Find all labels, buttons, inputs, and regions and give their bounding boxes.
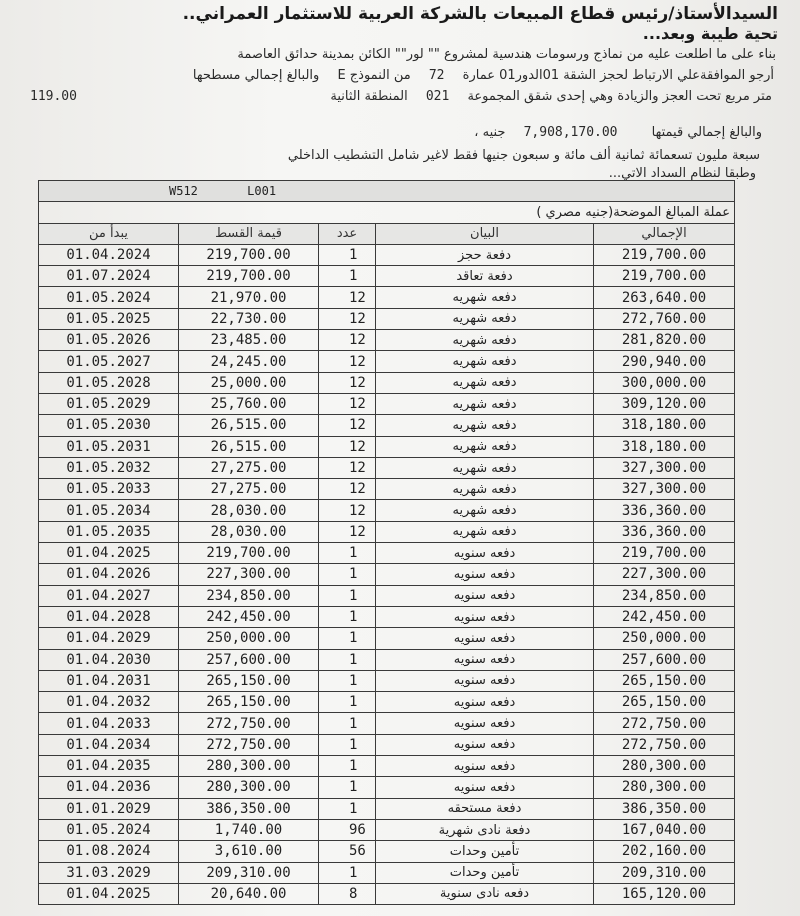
cell-total: 250,000.00 (594, 628, 735, 649)
cell-total: 265,150.00 (594, 670, 735, 691)
cell-count: 1 (319, 670, 376, 691)
cell-total: 309,120.00 (594, 393, 735, 414)
unit-code-2: L001 (247, 184, 277, 199)
col-total: الإجمالي (594, 223, 735, 244)
cell-installment: 265,150.00 (179, 692, 319, 713)
table-row (39, 564, 735, 585)
cell-total: 234,850.00 (594, 585, 735, 606)
cell-start-date: 01.04.2032 (39, 692, 179, 713)
table-row (39, 628, 735, 649)
cell-installment: 25,760.00 (179, 393, 319, 414)
cell-description: دفعه سنويه (376, 649, 594, 670)
cell-total: 336,360.00 (594, 500, 735, 521)
cell-description: دفعة مستحقه (376, 798, 594, 819)
cell-total: 272,750.00 (594, 734, 735, 755)
intro-line-2-model: من النموذج E (337, 68, 411, 83)
cell-count: 1 (319, 777, 376, 798)
table-row (39, 862, 735, 883)
table-row (39, 500, 735, 521)
table-row (39, 670, 735, 691)
table-row (39, 841, 735, 862)
cell-start-date: 31.03.2029 (39, 862, 179, 883)
cell-installment: 219,700.00 (179, 543, 319, 564)
table-row (39, 436, 735, 457)
cell-total: 202,160.00 (594, 841, 735, 862)
cell-count: 56 (319, 841, 376, 862)
cell-installment: 24,245.00 (179, 351, 319, 372)
cell-description: دفعه شهريه (376, 308, 594, 329)
cell-description: دفعه سنويه (376, 564, 594, 585)
table-row (39, 543, 735, 564)
cell-total: 209,310.00 (594, 862, 735, 883)
building-number: 72 (428, 68, 445, 83)
cell-description: دفعه سنويه (376, 628, 594, 649)
cell-total: 227,300.00 (594, 564, 735, 585)
cell-start-date: 01.05.2024 (39, 819, 179, 840)
cell-total: 242,450.00 (594, 606, 735, 627)
cell-installment: 257,600.00 (179, 649, 319, 670)
greeting-line: تحية طيبة وبعد... (642, 24, 778, 43)
cell-installment: 234,850.00 (179, 585, 319, 606)
cell-description: دفعه شهريه (376, 330, 594, 351)
cell-start-date: 01.05.2033 (39, 479, 179, 500)
table-row (39, 777, 735, 798)
cell-start-date: 01.05.2028 (39, 372, 179, 393)
cell-installment: 28,030.00 (179, 500, 319, 521)
cell-start-date: 01.05.2031 (39, 436, 179, 457)
cell-description: دفعه سنويه (376, 713, 594, 734)
cell-description: دفعه سنويه (376, 756, 594, 777)
cell-installment: 272,750.00 (179, 734, 319, 755)
cell-total: 386,350.00 (594, 798, 735, 819)
table-row (39, 734, 735, 755)
cell-installment: 250,000.00 (179, 628, 319, 649)
cell-total: 257,600.00 (594, 649, 735, 670)
cell-start-date: 01.04.2025 (39, 543, 179, 564)
table-row (39, 287, 735, 308)
cell-count: 1 (319, 649, 376, 670)
table-row (39, 415, 735, 436)
intro-line-1: بناء على ما اطلعت عليه من نماذج ورسومات هندسية لمشروع "" لور"" الكائن بمدينة حدائق العاصمة (237, 47, 776, 62)
total-value: 7,908,170.00 (523, 125, 618, 140)
table-row (39, 244, 735, 265)
cell-description: دفعه شهريه (376, 500, 594, 521)
cell-start-date: 01.05.2030 (39, 415, 179, 436)
table-row (39, 393, 735, 414)
cell-total: 327,300.00 (594, 457, 735, 478)
total-in-words: سبعة مليون تسعمائة ثمانية ألف مائة و سبعون جنيها فقط لاغير شامل التشطيب الداخلي (287, 148, 760, 163)
cell-count: 12 (319, 436, 376, 457)
table-row (39, 330, 735, 351)
cell-description: تأمين وحدات (376, 841, 594, 862)
cell-start-date: 01.04.2029 (39, 628, 179, 649)
cell-count: 12 (319, 351, 376, 372)
cell-installment: 27,275.00 (179, 457, 319, 478)
cell-installment: 386,350.00 (179, 798, 319, 819)
cell-description: دفعه شهريه (376, 457, 594, 478)
table-row (39, 351, 735, 372)
cell-total: 265,150.00 (594, 692, 735, 713)
cell-installment: 27,275.00 (179, 479, 319, 500)
area-value: 119.00 (30, 89, 77, 104)
cell-description: دفعه شهريه (376, 479, 594, 500)
table-top-bar (39, 181, 735, 202)
cell-count: 1 (319, 606, 376, 627)
col-count: عدد (319, 223, 376, 244)
cell-description: دفعة نادى شهرية (376, 819, 594, 840)
zone-label: المنطقة الثانية (330, 89, 408, 104)
table-row (39, 479, 735, 500)
cell-total: 272,760.00 (594, 308, 735, 329)
cell-total: 327,300.00 (594, 479, 735, 500)
col-description: البيان (376, 223, 594, 244)
cell-installment: 280,300.00 (179, 777, 319, 798)
table-row (39, 521, 735, 542)
cell-description: دفعه سنويه (376, 543, 594, 564)
cell-description: دفعه شهريه (376, 436, 594, 457)
cell-total: 280,300.00 (594, 756, 735, 777)
cell-total: 219,700.00 (594, 266, 735, 287)
addressee-line: السيدالأستاذ/رئيس قطاع المبيعات بالشركة العربية للاستثمار العمراني.. (182, 4, 778, 24)
cell-start-date: 01.04.2031 (39, 670, 179, 691)
cell-total: 281,820.00 (594, 330, 735, 351)
table-row (39, 606, 735, 627)
cell-total: 318,180.00 (594, 415, 735, 436)
cell-installment: 242,450.00 (179, 606, 319, 627)
cell-start-date: 01.05.2034 (39, 500, 179, 521)
cell-installment: 22,730.00 (179, 308, 319, 329)
cell-description: دفعه شهريه (376, 521, 594, 542)
cell-description: دفعه سنويه (376, 692, 594, 713)
cell-total: 263,640.00 (594, 287, 735, 308)
cell-count: 1 (319, 244, 376, 265)
table-row (39, 883, 735, 904)
intro-line-3 (330, 89, 772, 104)
table-body (39, 244, 735, 904)
cell-count: 1 (319, 543, 376, 564)
table-row (39, 266, 735, 287)
cell-start-date: 01.05.2026 (39, 330, 179, 351)
cell-installment: 21,970.00 (179, 287, 319, 308)
cell-start-date: 01.01.2029 (39, 798, 179, 819)
cell-start-date: 01.04.2034 (39, 734, 179, 755)
cell-start-date: 01.04.2035 (39, 756, 179, 777)
cell-total: 300,000.00 (594, 372, 735, 393)
payment-schedule-table (38, 180, 735, 905)
intro-line-3-text: متر مربع تحت العجز والزيادة وهي إحدى شقق المجموعة (467, 89, 772, 104)
cell-start-date: 01.07.2024 (39, 266, 179, 287)
table-row (39, 372, 735, 393)
cell-installment: 219,700.00 (179, 266, 319, 287)
col-installment: قيمة القسط (179, 223, 319, 244)
cell-count: 12 (319, 500, 376, 521)
table-row (39, 308, 735, 329)
cell-start-date: 01.05.2032 (39, 457, 179, 478)
cell-start-date: 01.04.2026 (39, 564, 179, 585)
cell-count: 12 (319, 287, 376, 308)
cell-description: دفعه شهريه (376, 393, 594, 414)
cell-total: 219,700.00 (594, 543, 735, 564)
cell-start-date: 01.08.2024 (39, 841, 179, 862)
cell-installment: 227,300.00 (179, 564, 319, 585)
cell-start-date: 01.04.2028 (39, 606, 179, 627)
table-row (39, 457, 735, 478)
cell-description: دفعه شهريه (376, 351, 594, 372)
table-row (39, 649, 735, 670)
cell-start-date: 01.05.2027 (39, 351, 179, 372)
cell-description: دفعه شهريه (376, 415, 594, 436)
unit-code-1: W512 (169, 184, 198, 199)
total-unit: جنيه ، (474, 125, 506, 140)
cell-installment: 265,150.00 (179, 670, 319, 691)
table-row (39, 585, 735, 606)
total-label: والبالغ إجمالي قيمتها (651, 125, 762, 140)
cell-total: 165,120.00 (594, 883, 735, 904)
currency-caption: عملة المبالغ الموضحة(جنيه مصري ) (39, 202, 735, 223)
cell-count: 96 (319, 819, 376, 840)
table-row (39, 798, 735, 819)
cell-count: 1 (319, 734, 376, 755)
cell-description: دفعة تعاقد (376, 266, 594, 287)
cell-installment: 28,030.00 (179, 521, 319, 542)
cell-count: 12 (319, 308, 376, 329)
cell-start-date: 01.05.2029 (39, 393, 179, 414)
cell-count: 12 (319, 372, 376, 393)
intro-line-2-unit: أرجو الموافقةعلي الارتباط لحجز الشقة 01الدور01 عمارة (462, 68, 774, 83)
cell-description: دفعه سنويه (376, 606, 594, 627)
cell-count: 12 (319, 457, 376, 478)
table-row (39, 756, 735, 777)
table-header-row (39, 223, 735, 244)
cell-description: دفعه سنويه (376, 670, 594, 691)
cell-description: دفعه نادى سنوية (376, 883, 594, 904)
cell-total: 167,040.00 (594, 819, 735, 840)
cell-start-date: 01.05.2035 (39, 521, 179, 542)
cell-description: دفعة حجز (376, 244, 594, 265)
cell-start-date: 01.04.2036 (39, 777, 179, 798)
cell-installment: 280,300.00 (179, 756, 319, 777)
cell-count: 12 (319, 479, 376, 500)
cell-count: 8 (319, 883, 376, 904)
cell-start-date: 01.04.2030 (39, 649, 179, 670)
cell-start-date: 01.04.2027 (39, 585, 179, 606)
total-value-line (474, 125, 762, 140)
cell-installment: 1,740.00 (179, 819, 319, 840)
cell-count: 1 (319, 756, 376, 777)
cell-description: تأمين وحدات (376, 862, 594, 883)
cell-installment: 26,515.00 (179, 415, 319, 436)
cell-count: 1 (319, 692, 376, 713)
intro-line-2-area-label: والبالغ إجمالي مسطحها (192, 68, 320, 83)
cell-count: 1 (319, 798, 376, 819)
group-number: 021 (425, 89, 450, 104)
cell-start-date: 01.05.2025 (39, 308, 179, 329)
cell-count: 12 (319, 521, 376, 542)
cell-installment: 219,700.00 (179, 244, 319, 265)
cell-count: 12 (319, 415, 376, 436)
cell-count: 12 (319, 393, 376, 414)
currency-caption-row (39, 202, 735, 223)
cell-count: 1 (319, 713, 376, 734)
col-start-date: يبدأ من (39, 223, 179, 244)
cell-total: 290,940.00 (594, 351, 735, 372)
cell-count: 1 (319, 628, 376, 649)
cell-installment: 209,310.00 (179, 862, 319, 883)
cell-count: 1 (319, 266, 376, 287)
cell-installment: 23,485.00 (179, 330, 319, 351)
cell-count: 1 (319, 862, 376, 883)
cell-installment: 3,610.00 (179, 841, 319, 862)
cell-count: 1 (319, 585, 376, 606)
cell-count: 12 (319, 330, 376, 351)
intro-line-2 (193, 68, 774, 83)
cell-description: دفعه سنويه (376, 777, 594, 798)
cell-total: 219,700.00 (594, 244, 735, 265)
cell-start-date: 01.04.2033 (39, 713, 179, 734)
cell-total: 272,750.00 (594, 713, 735, 734)
cell-description: دفعه شهريه (376, 372, 594, 393)
cell-total: 280,300.00 (594, 777, 735, 798)
cell-count: 1 (319, 564, 376, 585)
cell-installment: 26,515.00 (179, 436, 319, 457)
cell-installment: 20,640.00 (179, 883, 319, 904)
cell-description: دفعه سنويه (376, 734, 594, 755)
cell-installment: 272,750.00 (179, 713, 319, 734)
cell-description: دفعه شهريه (376, 287, 594, 308)
table-row (39, 819, 735, 840)
cell-total: 336,360.00 (594, 521, 735, 542)
table-row (39, 692, 735, 713)
cell-total: 318,180.00 (594, 436, 735, 457)
table-row (39, 713, 735, 734)
payment-schedule-intro: وطبقا لنظام السداد الاتي... (608, 166, 756, 181)
cell-start-date: 01.04.2025 (39, 883, 179, 904)
cell-start-date: 01.04.2024 (39, 244, 179, 265)
cell-start-date: 01.05.2024 (39, 287, 179, 308)
cell-installment: 25,000.00 (179, 372, 319, 393)
cell-description: دفعه سنويه (376, 585, 594, 606)
